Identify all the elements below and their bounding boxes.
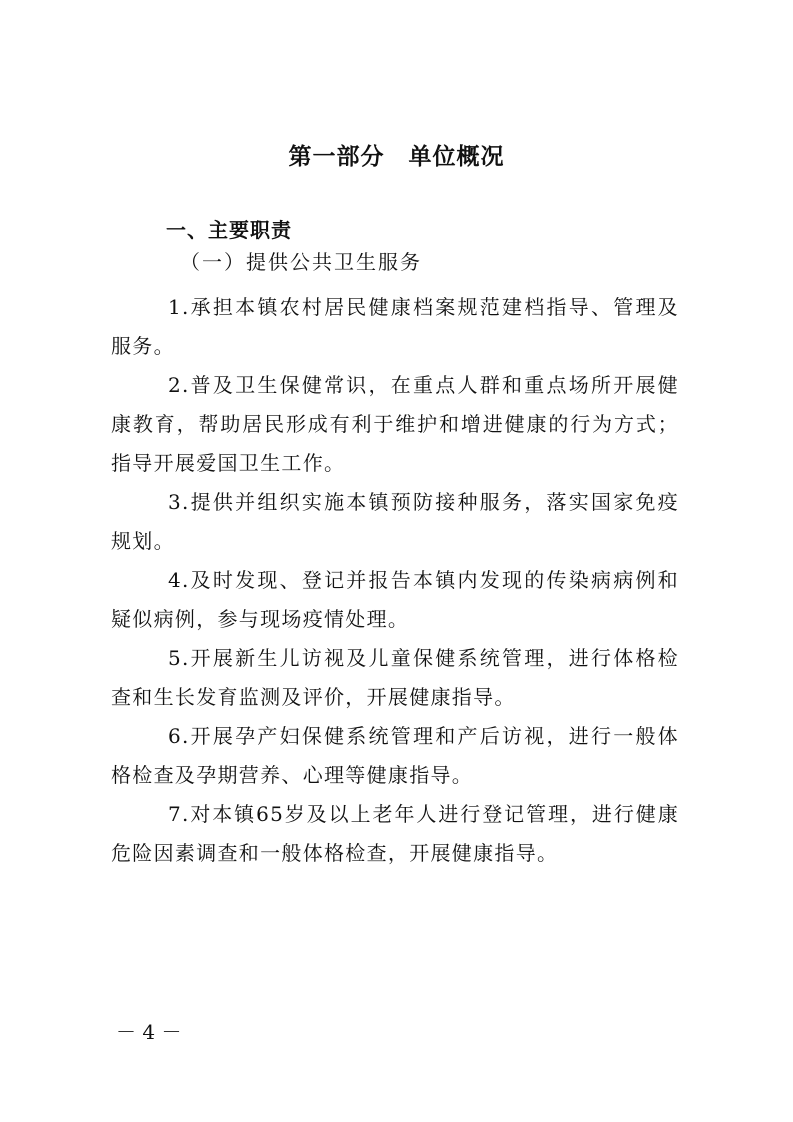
paragraph-7: 7.对本镇65岁及以上老年人进行登记管理，进行健康危险因素调查和一般体格检查，开展健康指导。 (111, 802, 679, 865)
paragraph-1: 1.承担本镇农村居民健康档案规范建档指导、管理及服务。 (111, 295, 679, 358)
section-heading: 一、主要职责 (166, 218, 292, 242)
body-text (111, 288, 679, 873)
subsection-heading: （一）提供公共卫生服务 (180, 250, 422, 274)
paragraph-2: 2.普及卫生保健常识，在重点人群和重点场所开展健康教育，帮助居民形成有利于维护和增进健康的行为方式；指导开展爱国卫生工作。 (111, 373, 679, 475)
paragraph-5: 5.开展新生儿访视及儿童保健系统管理，进行体格检查和生长发育监测及评价，开展健康指导。 (111, 646, 679, 709)
paragraph-3: 3.提供并组织实施本镇预防接种服务，落实国家免疫规划。 (111, 490, 679, 553)
page-number: － 4 － (116, 1020, 182, 1044)
paragraph-4: 4.及时发现、登记并报告本镇内发现的传染病病例和疑似病例，参与现场疫情处理。 (111, 568, 679, 631)
page-title: 第一部分 单位概况 (288, 144, 505, 170)
paragraph-6: 6.开展孕产妇保健系统管理和产后访视，进行一般体格检查及孕期营养、心理等健康指导。 (111, 724, 679, 787)
